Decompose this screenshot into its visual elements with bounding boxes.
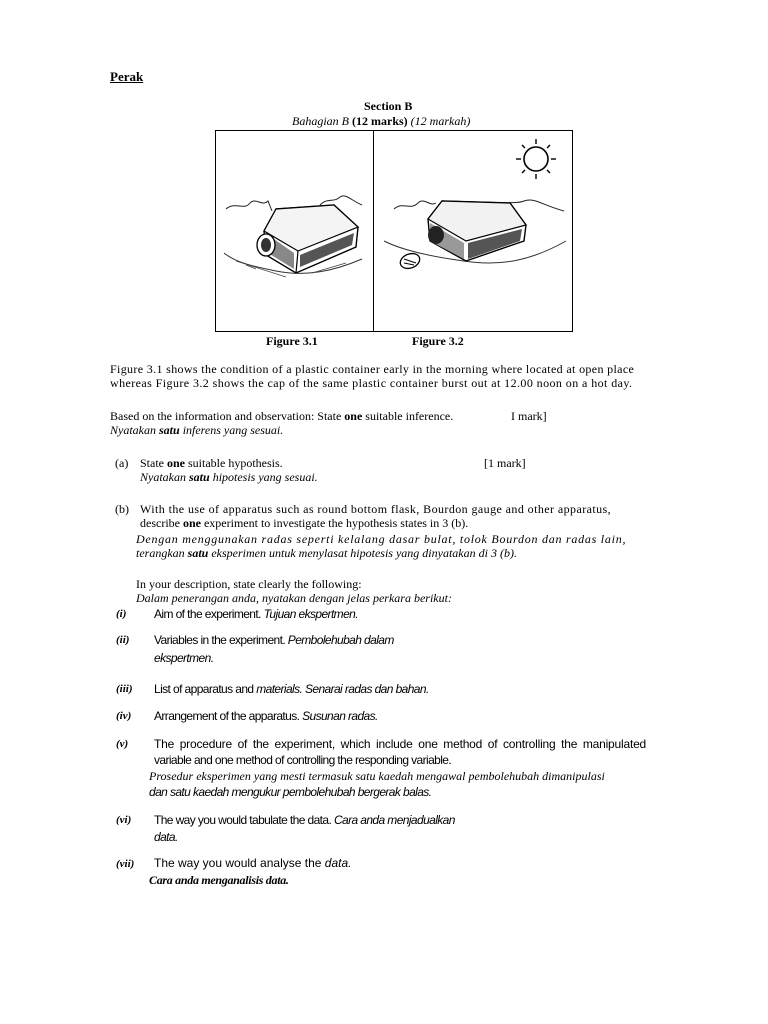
- qa-number: (a): [115, 456, 129, 470]
- qb-line-2-bold: one: [182, 516, 201, 530]
- item-iv-en: Arrangement of the apparatus.: [154, 709, 303, 723]
- item-iv-number: (iv): [116, 710, 132, 722]
- inference-text-bold: one: [344, 409, 363, 423]
- item-iii-ms: materials. Senarai radas dan bahan.: [256, 682, 429, 696]
- qb-ms-line-2: [136, 546, 517, 561]
- qa-text-bold: one: [167, 456, 185, 470]
- qa-ms-pre: Nyatakan: [140, 470, 189, 484]
- item-i-en: Aim of the experiment.: [154, 607, 264, 621]
- item-ii-text: [154, 633, 394, 648]
- item-v-ms-2: dan satu kaedah mengukur pembolehubah bergerak balas.: [149, 785, 432, 799]
- inference-question-ms: [110, 423, 283, 438]
- description-en: In your description, state clearly the following:: [136, 577, 362, 591]
- item-v-en-1: The procedure of the experiment, which include one method of controlling the manipulated: [154, 737, 647, 751]
- item-iii-text: [154, 682, 429, 697]
- item-ii-en: Variables in the experiment.: [154, 633, 288, 647]
- section-marks-en: (12 marks): [352, 114, 408, 128]
- intro-line-2: whereas Figure 3.2 shows the cap of the same plastic container burst out at 12.00 noon on a hot day.: [110, 376, 633, 390]
- qa-text-pre: State: [140, 456, 167, 470]
- figure-frame: [215, 130, 573, 332]
- item-vi-ms-cont: data.: [154, 830, 178, 844]
- item-v-number: (v): [116, 738, 129, 750]
- inference-text-pre: Based on the information and observation: State: [110, 409, 345, 423]
- item-v-ms-1: Prosedur eksperimen yang mesti termasuk satu kaedah mengawal pembolehubah dimanipulasi: [149, 769, 605, 783]
- region-heading: Perak: [110, 69, 144, 84]
- item-v-en-2: variable and one method of controlling the responding variable.: [154, 753, 452, 767]
- section-subtitle-ms: Bahagian B: [292, 114, 349, 128]
- section-title: Section B: [364, 99, 413, 113]
- item-ii-number: (ii): [116, 634, 130, 646]
- item-i-ms: Tujuan ekspertmen.: [263, 607, 358, 621]
- inference-ms-bold: satu: [159, 423, 180, 437]
- qb-ms-line-2-bold: satu: [187, 546, 209, 560]
- container-closed-illustration: [216, 131, 372, 331]
- inference-question: [110, 409, 453, 424]
- item-ii-ms: Pembolehubah dalam: [287, 633, 394, 647]
- qb-ms-line-2-pre: terangkan: [136, 546, 188, 560]
- qa-question: [140, 456, 283, 471]
- qb-line-2: [140, 516, 468, 531]
- container-burst-illustration: [374, 131, 572, 331]
- item-vii-number: (vii): [116, 858, 135, 870]
- inference-text-post: suitable inference.: [362, 409, 454, 423]
- qb-line-1: With the use of apparatus such as round bottom flask, Bourdon gauge and other apparatus,: [140, 502, 612, 516]
- qa-ms-post: hipotesis yang sesuai.: [209, 470, 318, 484]
- qa-mark: [1 mark]: [484, 456, 526, 470]
- figure-3-1-label: Figure 3.1: [266, 334, 318, 348]
- item-vi-ms: Cara anda menjadualkan: [333, 813, 455, 827]
- inference-ms-post: inferens yang sesuai.: [179, 423, 284, 437]
- qa-question-ms: [140, 470, 318, 485]
- qb-ms-line-1: Dengan menggunakan radas seperti kelalang dasar bulat, tolok Bourdon dan radas lain,: [136, 532, 627, 546]
- qa-text-post: suitable hypothesis.: [185, 456, 283, 470]
- qa-ms-bold: satu: [189, 470, 210, 484]
- qb-line-2-pre: describe: [140, 516, 183, 530]
- item-iv-ms: Susunan radas.: [302, 709, 378, 723]
- item-iv-text: [154, 709, 378, 724]
- item-vii-en-italic: data.: [324, 856, 352, 870]
- item-ii-ms-cont: ekspertmen.: [154, 651, 214, 665]
- item-vi-text: [154, 813, 455, 828]
- item-iii-en: List of apparatus and: [154, 682, 257, 696]
- figure-3-2-label: Figure 3.2: [412, 334, 464, 348]
- item-iii-number: (iii): [116, 683, 133, 695]
- inference-ms-pre: Nyatakan: [110, 423, 159, 437]
- qb-number: (b): [115, 502, 129, 516]
- inference-mark: I mark]: [511, 409, 547, 423]
- item-i-number: (i): [116, 608, 127, 620]
- item-vii-ms: Cara anda menganalisis data.: [149, 873, 289, 887]
- section-marks-ms: (12 markah): [410, 114, 471, 128]
- item-vii-en: The way you would analyse the: [154, 856, 325, 870]
- section-subtitle: [292, 114, 470, 129]
- item-vi-number: (vi): [116, 814, 132, 826]
- item-i-text: [154, 607, 358, 622]
- item-vii-text: [154, 856, 351, 870]
- item-vi-en: The way you would tabulate the data.: [154, 813, 334, 827]
- description-ms: Dalam penerangan anda, nyatakan dengan jelas perkara berikut:: [136, 591, 452, 605]
- qb-ms-line-2-post: eksperimen untuk menylasat hipotesis yang dinyatakan di 3 (b).: [208, 546, 517, 560]
- qb-line-2-post: experiment to investigate the hypothesis states in 3 (b).: [200, 516, 469, 530]
- intro-line-1: Figure 3.1 shows the condition of a plastic container early in the morning where located at open place: [110, 362, 635, 376]
